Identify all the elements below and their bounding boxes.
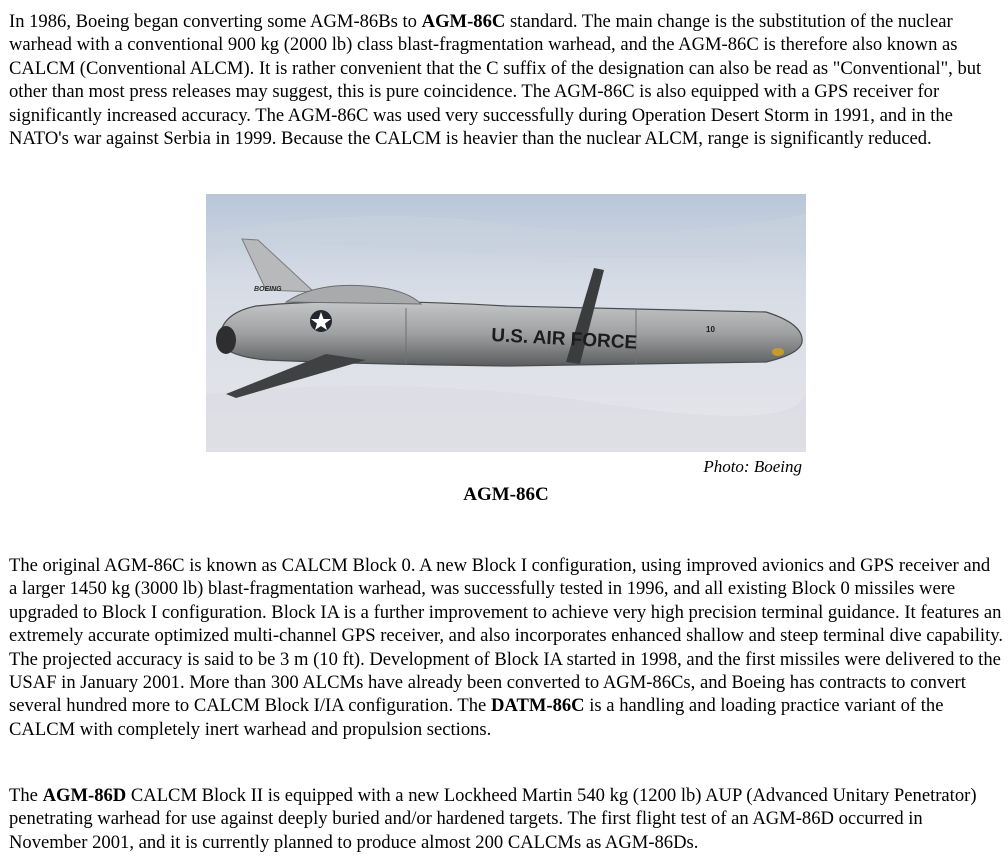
block-text-1: The original AGM-86C is known as CALCM Block 0. A new Block I configuration, using improved avionics and GPS receiver and a larger 1450 kg (3000 lb) blast-fragmentation warhead, was successfully tested in 1996, and all existing Block 0 missiles were upgraded to Block I configuration. Block IA is a further improvement to achieve very high precision terminal guidance. It features an extremely accurate optimized multi-channel GPS receiver, and also incorporates enhanced shallow and steep terminal dive capability. The projected accuracy is said to be 3 m (10 ft). Development of Block IA started in 1998, and the first missiles were delivered to the USAF in January 2001. More than 300 ALCMs have already been converted to AGM-86Cs, and Boeing has contracts to convert several hundred more to CALCM Block I/IA configuration. The: [9, 555, 1003, 717]
agm-86d-paragraph: [9, 784, 1003, 854]
agm-86d-text-2: CALCM Block II is equipped with a new Lockheed Martin 540 kg (1200 lb) AUP (Advanced Unitary Penetrator) penetrating warhead for use against deeply buried and/or hardened targets. The first flight test of an AGM-86D occurred in November 2001, and it is currently planned to produce almost 200 CALCMs as AGM-86Ds.: [9, 785, 977, 853]
intro-text-1: In 1986, Boeing began converting some AGM-86Bs to: [9, 11, 422, 32]
agm-86d-text-1: The: [9, 785, 43, 806]
photo-credit: Photo: Boeing: [703, 457, 802, 476]
block-text-2: is a handling and loading practice variant of the CALCM with completely inert warhead and propulsion sections.: [9, 695, 944, 740]
intro-text-2: standard. The main change is the substitution of the nuclear warhead with a conventional 900 kg (2000 lb) class blast-fragmentation warhead, and the AGM-86C is therefore also known as CALCM (Conventional ALCM). It is rather convenient that the C suffix of the designation can also be read as "Conventional", but other than most press releases may suggest, this is pure coincidence. The AGM-86C is also equipped with a GPS receiver for significantly increased accuracy. The AGM-86C was used very successfully during Operation Desert Storm in 1991, and in the NATO's war against Serbia in 1999. Because the CALCM is heavier than the nuclear ALCM, range is significantly reduced.: [9, 11, 982, 150]
fuselage-marking: U.S. AIR FORCE: [490, 325, 638, 354]
agm-86d-term: AGM-86D: [42, 785, 127, 806]
block-paragraph: [9, 554, 1003, 741]
datm-86c-term: DATM-86C: [490, 695, 585, 717]
intro-paragraph: [9, 10, 1003, 150]
photo-caption: AGM-86C: [463, 484, 549, 505]
tail-marking: BOEING: [254, 286, 282, 293]
agm-86c-term: AGM-86C: [421, 11, 506, 32]
serial-number: 10: [706, 325, 715, 334]
missile-photo: [206, 194, 806, 452]
